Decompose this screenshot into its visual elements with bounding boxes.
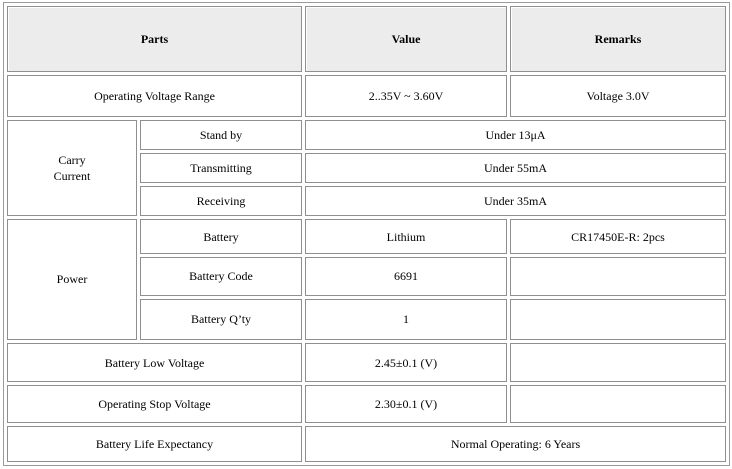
operating-stop-voltage-label: Operating Stop Voltage [7,385,302,422]
battery-low-voltage-value: 2.45±0.1 (V) [305,343,507,382]
battery-value: Lithium [305,219,507,254]
header-row [7,6,726,72]
row-battery-life [7,426,726,462]
header-value: Value [305,6,507,72]
battery-life-label: Battery Life Expectancy [7,426,302,462]
row-battery [7,219,726,254]
row-operating-voltage [7,75,726,116]
battery-label: Battery [140,219,302,254]
carry-current-label-line1: Carry [58,152,86,167]
battery-code-remarks [510,257,726,295]
receiving-value: Under 35mA [305,186,726,216]
operating-voltage-value: 2..35V ~ 3.60V [305,75,507,116]
battery-code-value: 6691 [305,257,507,295]
standby-value: Under 13μA [305,120,726,150]
carry-current-label-line2: Current [53,168,91,183]
battery-low-voltage-remarks [510,343,726,382]
standby-label: Stand by [140,120,302,150]
specification-table [3,2,730,466]
header-remarks: Remarks [510,6,726,72]
operating-voltage-remarks: Voltage 3.0V [510,75,726,116]
battery-code-label: Battery Code [140,257,302,295]
header-parts: Parts [7,6,302,72]
battery-remarks: CR17450E-R: 2pcs [510,219,726,254]
battery-qty-remarks [510,299,726,340]
transmitting-value: Under 55mA [305,153,726,183]
row-standby [7,120,726,150]
carry-current-label [7,120,137,216]
transmitting-label: Transmitting [140,153,302,183]
row-operating-stop-voltage [7,385,726,422]
battery-qty-value: 1 [305,299,507,340]
power-label: Power [7,219,137,340]
operating-voltage-label: Operating Voltage Range [7,75,302,116]
battery-life-value: Normal Operating: 6 Years [305,426,726,462]
battery-qty-label: Battery Q’ty [140,299,302,340]
receiving-label: Receiving [140,186,302,216]
operating-stop-voltage-remarks [510,385,726,422]
row-battery-low-voltage [7,343,726,382]
operating-stop-voltage-value: 2.30±0.1 (V) [305,385,507,422]
battery-low-voltage-label: Battery Low Voltage [7,343,302,382]
